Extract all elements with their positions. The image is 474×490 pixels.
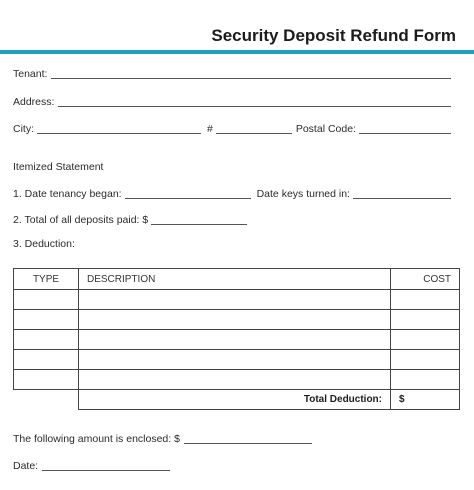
city-row <box>13 121 451 135</box>
tenancy-began-field[interactable] <box>125 198 251 199</box>
postal-code-label: Postal Code: <box>295 123 356 135</box>
tenant-row <box>13 66 451 80</box>
enclosed-amount-label: The following amount is enclosed: $ <box>13 433 180 445</box>
total-spacer <box>14 390 79 410</box>
city-field[interactable] <box>37 133 201 134</box>
keys-turned-in-label: Date keys turned in: <box>256 188 350 200</box>
cost-cell[interactable] <box>391 310 460 330</box>
header-cost: COST <box>391 269 460 290</box>
unit-number-field[interactable] <box>216 133 292 134</box>
address-row <box>13 94 451 108</box>
description-cell[interactable] <box>79 370 391 390</box>
header-type: TYPE <box>14 269 79 290</box>
item1-row <box>13 186 451 200</box>
description-cell[interactable] <box>79 290 391 310</box>
table-row <box>14 350 460 370</box>
keys-turned-in-field[interactable] <box>353 198 451 199</box>
cost-cell[interactable] <box>391 330 460 350</box>
cost-cell[interactable] <box>391 350 460 370</box>
tenant-label: Tenant: <box>13 68 48 80</box>
table-header-row <box>14 269 460 290</box>
city-label: City: <box>13 123 34 135</box>
total-deduction-value[interactable]: $ <box>391 390 460 410</box>
total-row <box>14 390 460 410</box>
accent-divider <box>0 50 474 54</box>
tenancy-began-label: 1. Date tenancy began: <box>13 188 122 200</box>
deposits-paid-field[interactable] <box>151 224 247 225</box>
header-description: DESCRIPTION <box>79 269 391 290</box>
table-row <box>14 330 460 350</box>
tenant-field[interactable] <box>51 78 451 79</box>
address-label: Address: <box>13 96 55 108</box>
address-field[interactable] <box>58 106 451 107</box>
total-deduction-label: Total Deduction: <box>79 390 391 410</box>
table-row <box>14 370 460 390</box>
type-cell[interactable] <box>14 330 79 350</box>
deduction-table <box>13 268 460 410</box>
type-cell[interactable] <box>14 370 79 390</box>
unit-number-label: # <box>207 123 213 135</box>
enclosed-amount-field[interactable] <box>184 443 312 444</box>
date-row <box>13 458 170 472</box>
type-cell[interactable] <box>14 350 79 370</box>
item2-row <box>13 212 247 226</box>
itemized-heading: Itemized Statement <box>13 161 104 173</box>
postal-code-field[interactable] <box>359 133 451 134</box>
cost-cell[interactable] <box>391 290 460 310</box>
date-field[interactable] <box>42 470 170 471</box>
type-cell[interactable] <box>14 310 79 330</box>
table-row <box>14 290 460 310</box>
description-cell[interactable] <box>79 310 391 330</box>
enclosed-row <box>13 431 312 445</box>
date-label: Date: <box>13 460 39 472</box>
description-cell[interactable] <box>79 350 391 370</box>
table-row <box>14 310 460 330</box>
deposits-paid-label: 2. Total of all deposits paid: $ <box>13 214 149 226</box>
description-cell[interactable] <box>79 330 391 350</box>
form-title: Security Deposit Refund Form <box>211 26 456 45</box>
deduction-label: 3. Deduction: <box>13 238 75 250</box>
type-cell[interactable] <box>14 290 79 310</box>
cost-cell[interactable] <box>391 370 460 390</box>
